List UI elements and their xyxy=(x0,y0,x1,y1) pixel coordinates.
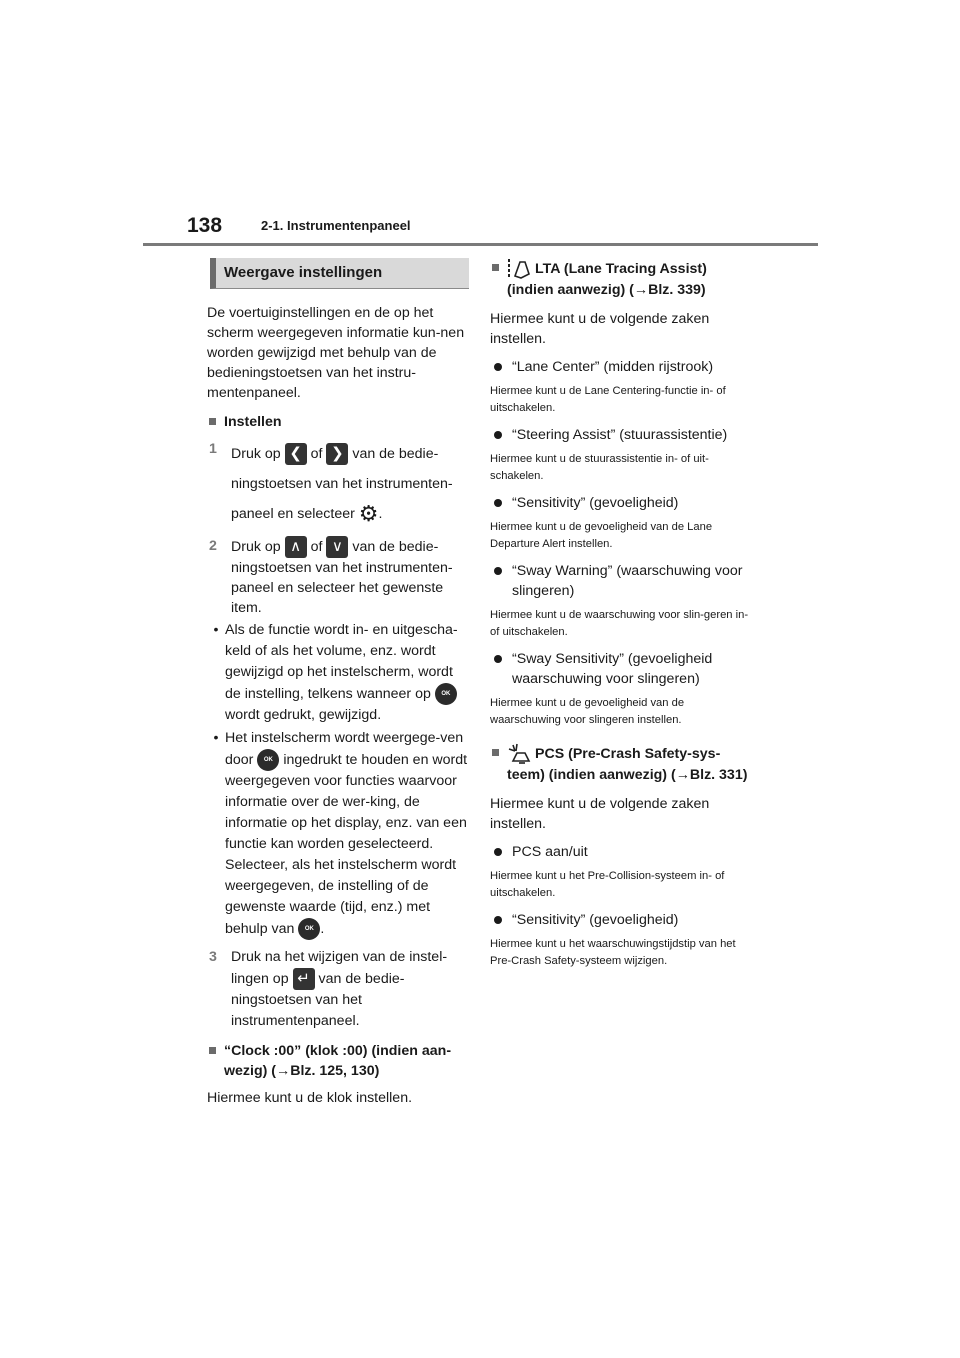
subheading-clock: “Clock :00” (klok :00) (indien aan-wezig) (→Blz. 125, 130) xyxy=(207,1041,469,1081)
step-3: 3 Druk na het wijzigen van de instel-lingen op ↵ van de bedie-ningstoetsen van het instrumentenpaneel. xyxy=(209,949,448,1029)
section-title: Weergave instellingen xyxy=(210,258,469,289)
chevron-right-icon: ❯ xyxy=(326,443,348,465)
step-1: 1 Druk op ❮ of ❯ van de bedie-ningstoetsen van het instrumenten-paneel en selecteer ⚙. xyxy=(209,441,453,527)
lta-icon xyxy=(507,258,531,280)
list-item: “Sway Sensitivity” (gevoeligheid waarschuwing voor slingeren) xyxy=(490,649,752,689)
back-icon: ↵ xyxy=(293,968,315,990)
page-number: 138 xyxy=(187,214,223,237)
subheading-instellen: Instellen xyxy=(207,412,469,432)
chapter-title: 2-1. Instrumentenpaneel xyxy=(261,218,411,233)
chevron-down-icon: ∨ xyxy=(326,536,348,558)
clock-description: Hiermee kunt u de klok instellen. xyxy=(207,1090,413,1106)
list-item: “Lane Center” (midden rijstrook) xyxy=(490,357,752,377)
lta-list: “Lane Center” (midden rijstrook) Hiermee kunt u de Lane Centering-functie in- of uitschakelen. “Steering Assist” (stuurassistentie) Hiermee kunt u de stuurassistentie in- of uit-schakelen. “Sensitivity” (gevoeligheid) Hiermee kunt u de gevoeligheid van de Lane Departure Alert instellen. “Sway Warning” (waarschuwing voor slingeren) Hiermee kunt u de waarschuwing voor slin-geren in- of uitschakelen. “Sway Sensitivity” (gevoeligheid waarschuwing voor slingeren) Hiermee kunt u de gevoeligheid van de waarschuwing voor slingeren instellen. xyxy=(490,357,752,729)
lta-intro: Hiermee kunt u de volgende zaken instellen. xyxy=(490,311,710,347)
square-bullet-icon xyxy=(209,1047,216,1054)
ok-button-icon: OK xyxy=(298,918,320,940)
intro-paragraph: De voertuiginstellingen en de op het scherm weergegeven informatie kun-nen worden gewijzigd met behulp van de bedieningstoetsen van het instru-mentenpaneel. xyxy=(207,305,465,401)
list-item: “Sensitivity” (gevoeligheid) xyxy=(490,493,752,513)
note-bullet-1: • Als de functie wordt in- en uitgescha-keld of als het volume, enz. wordt gewijzigd op het instelscherm, wordt de instelling, telkens wanneer op OK wordt gedrukt, gewijzigd. xyxy=(213,622,458,723)
right-column xyxy=(490,258,752,970)
list-item: PCS aan/uit xyxy=(490,842,752,862)
header-divider xyxy=(143,243,818,246)
square-bullet-icon xyxy=(209,418,216,425)
gear-icon: ⚙ xyxy=(358,501,379,527)
pcs-heading: PCS (Pre-Crash Safety-sys-teem) (indien aanwezig) (→Blz. 331) xyxy=(490,743,752,785)
square-bullet-icon xyxy=(492,749,499,756)
step-2: 2 Druk op ∧ of ∨ van de bedie-ningstoetsen van het instrumenten-paneel en selecteer het gewenste item. xyxy=(209,538,453,616)
list-item: “Sensitivity” (gevoeligheid) xyxy=(490,910,752,930)
chevron-left-icon: ❮ xyxy=(285,443,307,465)
pcs-list: PCS aan/uit Hiermee kunt u het Pre-Collision-systeem in- of uitschakelen. “Sensitivity” (gevoeligheid) Hiermee kunt u het waarschuwingstijdstip van het Pre-Crash Safety-systeem wijzigen. xyxy=(490,842,752,970)
left-column xyxy=(207,258,469,1108)
chevron-up-icon: ∧ xyxy=(285,536,307,558)
ok-button-icon: OK xyxy=(257,749,279,771)
pcs-icon xyxy=(507,743,531,765)
ok-button-icon: OK xyxy=(435,683,457,705)
note-bullet-2: • Het instelscherm wordt weergege-ven door OK ingedrukt te houden en wordt weergegeven voor functies waarvoor informatie over de wer-king, de informatie op het display, enz. van een functie kan worden geselecteerd. Selecteer, als het instelscherm wordt weergegeven, de instelling of de gewenste waarde (tijd, enz.) met behulp van OK . xyxy=(207,728,469,940)
square-bullet-icon xyxy=(492,264,499,271)
lta-heading: LTA (Lane Tracing Assist) (indien aanwezig) (→Blz. 339) xyxy=(490,258,752,300)
list-item: “Sway Warning” (waarschuwing voor slingeren) xyxy=(490,561,752,601)
pcs-intro: Hiermee kunt u de volgende zaken instellen. xyxy=(490,796,710,832)
list-item: “Steering Assist” (stuurassistentie) xyxy=(490,425,752,445)
